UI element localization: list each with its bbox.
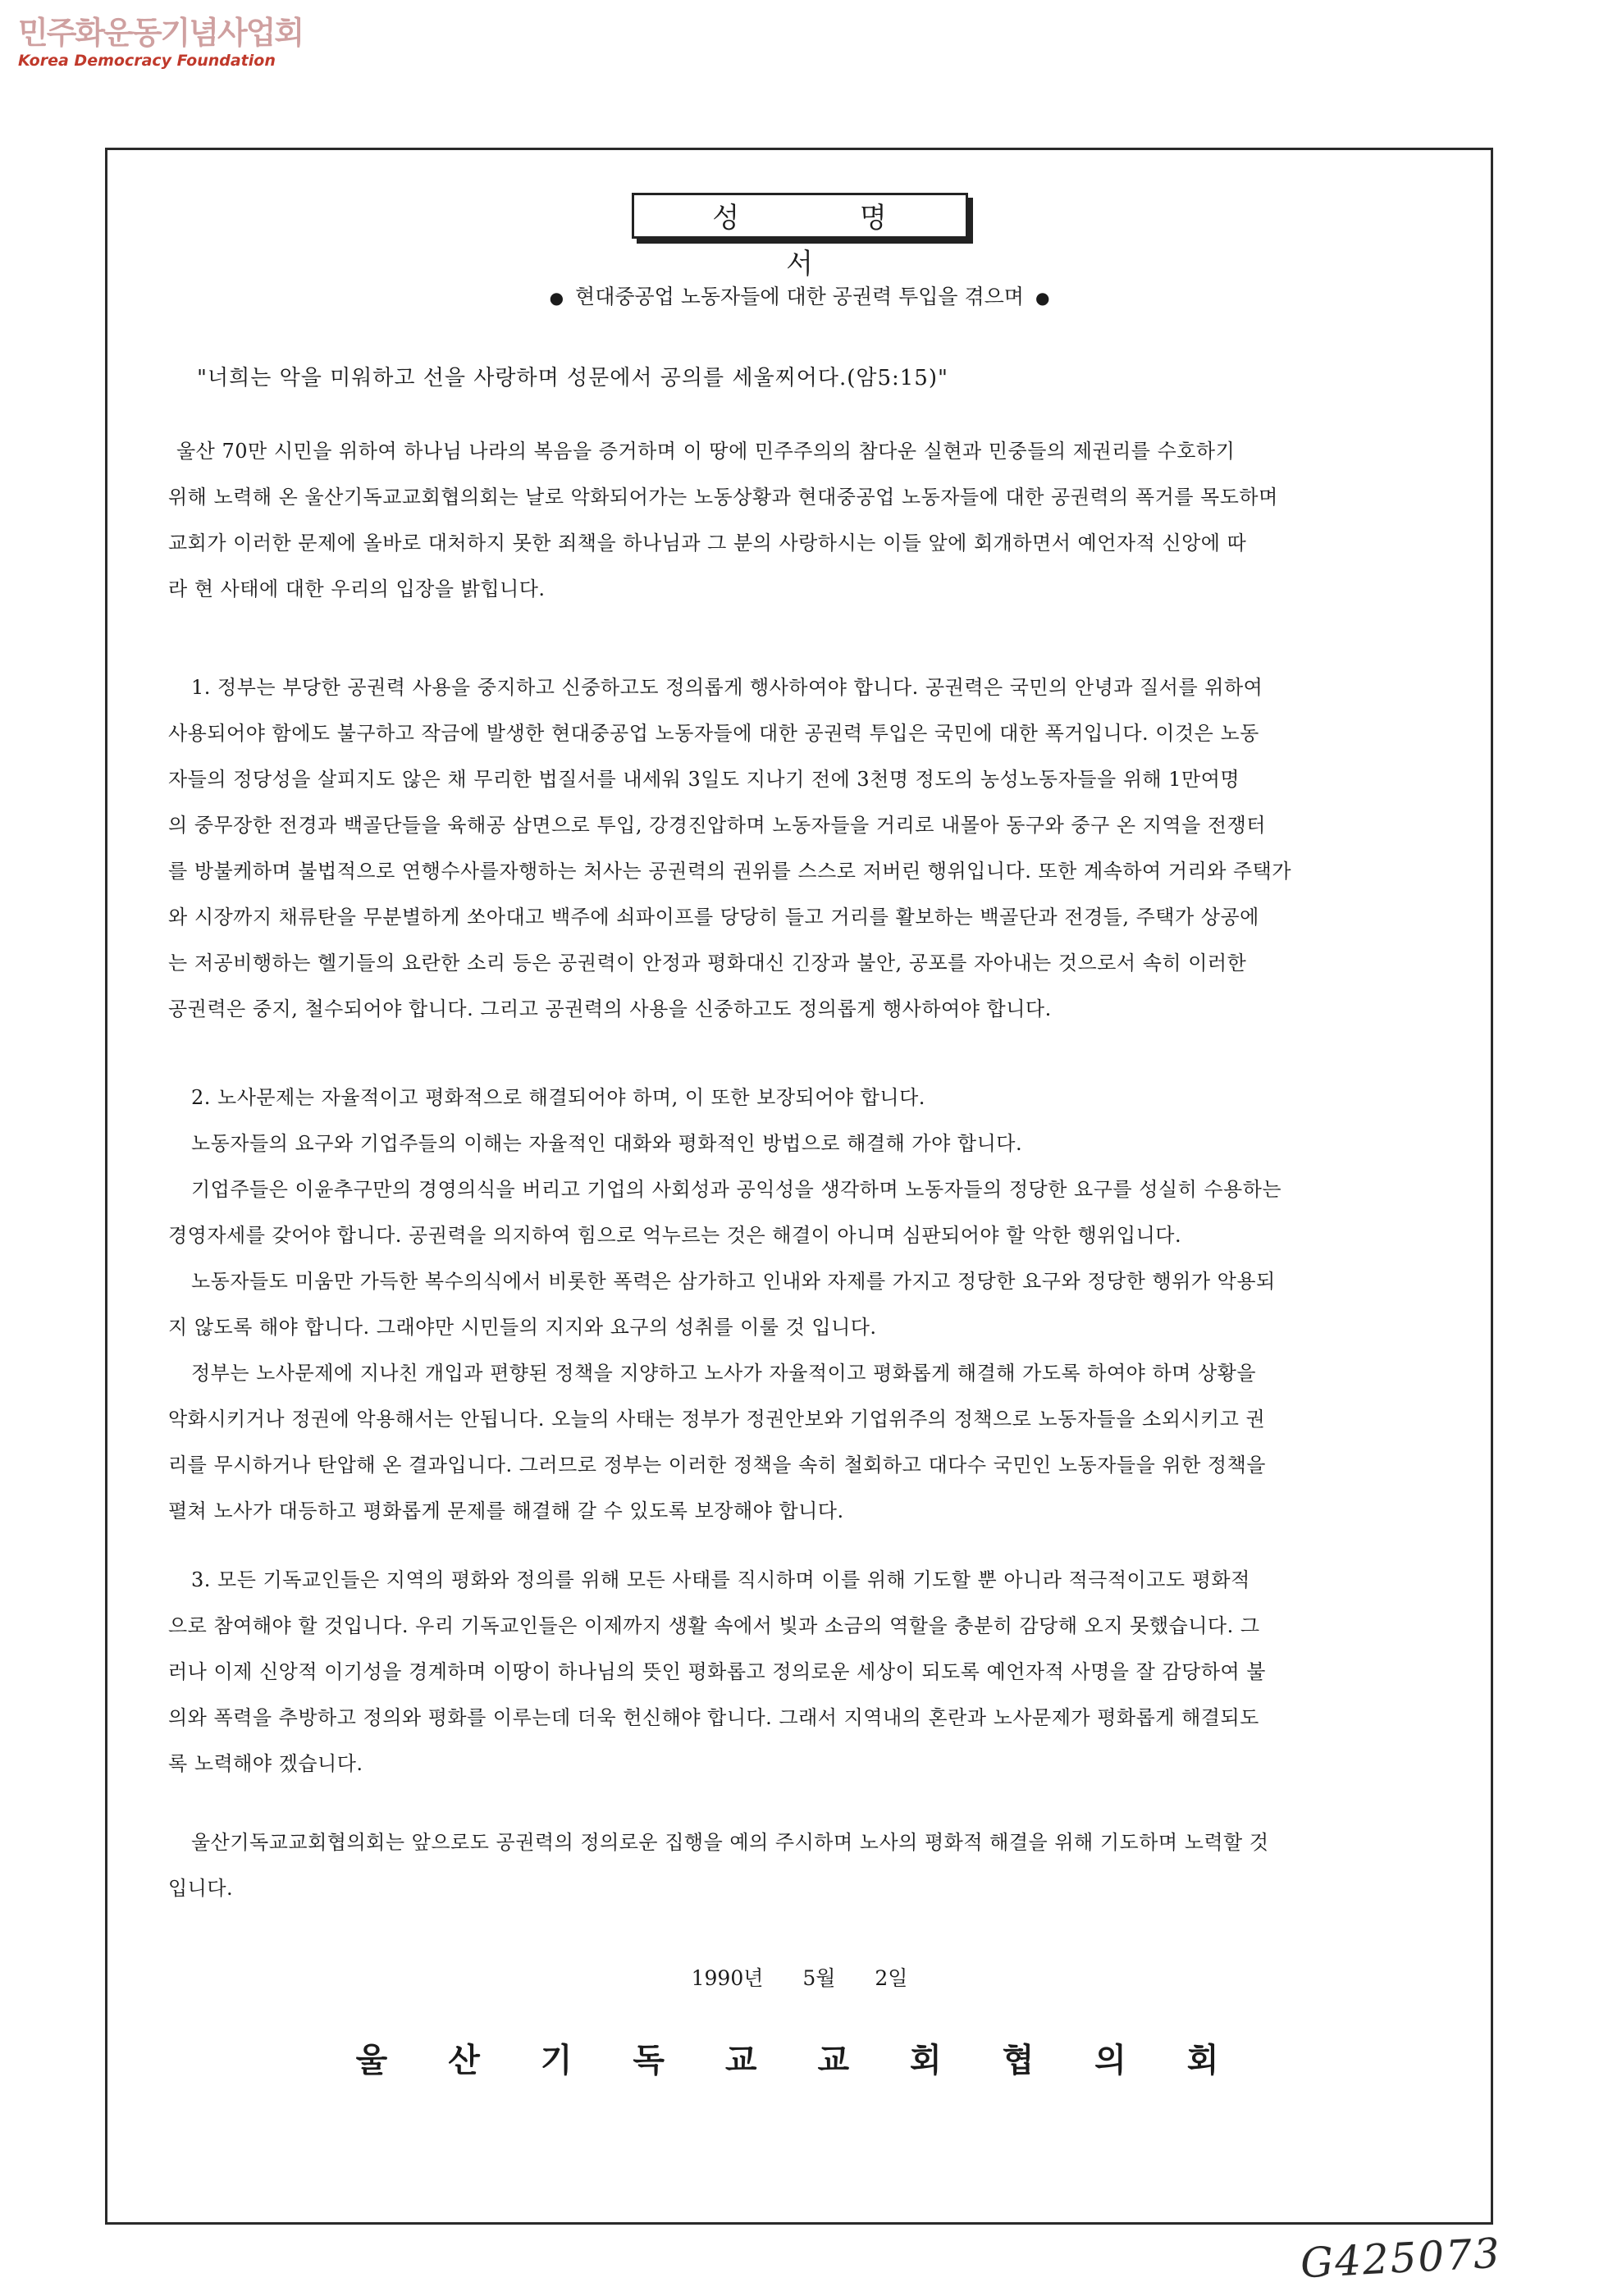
point-3-paragraph <box>168 1557 1423 1787</box>
document-title: 성 명 서 <box>632 193 968 239</box>
paragraph-line: 1. 정부는 부당한 공권력 사용을 중지하고 신중하고도 정의롭게 행사하여야 합니다. 공권력은 국민의 안녕과 질서를 위하여 <box>191 676 1263 699</box>
handwritten-archive-code: G425073 <box>1299 2229 1503 2288</box>
paragraph-line: 악화시키거나 정권에 악용해서는 안됩니다. 오늘의 사태는 정부가 정권안보와 기업위주의 정책으로 노동자들을 소외시키고 권 <box>168 1408 1266 1431</box>
watermark-korean: 민주화운동기념사업회 <box>18 15 304 51</box>
paragraph-line: 는 저공비행하는 헬기들의 요란한 소리 등은 공권력이 안정과 평화대신 긴장과 불안, 공포를 자아내는 것으로서 속히 이러한 <box>168 952 1247 975</box>
paragraph-line: 위해 노력해 온 울산기독교교회협의회는 날로 악화되어가는 노동상황과 현대중공업 노동자들에 대한 공권력의 폭거를 목도하며 <box>168 486 1278 509</box>
paragraph-line: 러나 이제 신앙적 이기성을 경계하며 이땅이 하나님의 뜻인 평화롭고 정의로운 세상이 되도록 예언자적 사명을 잘 감당하여 불 <box>168 1660 1266 1683</box>
paragraph-line: 자들의 정당성을 살피지도 않은 채 무리한 법질서를 내세워 3일도 지나기 전에 3천명 정도의 농성노동자들을 위해 1만여명 <box>168 768 1240 791</box>
paragraph-line: 3. 모든 기독교인들은 지역의 평화와 정의를 위해 모든 사태를 직시하며 이를 위해 기도할 뿐 아니라 적극적이고도 평화적 <box>191 1568 1250 1591</box>
intro-paragraph <box>168 428 1423 612</box>
point-2-paragraph <box>168 1075 1423 1534</box>
paragraph-line: 의 중무장한 전경과 백골단들을 육해공 삼면으로 투입, 강경진압하며 노동자들을 거리로 내몰아 동구와 중구 온 지역을 전쟁터 <box>168 814 1266 837</box>
point-1-paragraph <box>168 664 1423 1032</box>
organization-name: 울 산 기 독 교 교 회 협 의 회 <box>355 2042 1244 2079</box>
bullet-icon: ● <box>1035 288 1050 308</box>
paragraph-line: 교회가 이러한 문제에 올바로 대처하지 못한 죄책을 하나님과 그 분의 사랑하시는 이들 앞에 회개하면서 예언자적 신앙에 따 <box>168 532 1247 555</box>
paragraph-line: 를 방불케하며 불법적으로 연행수사를자행하는 처사는 공권력의 권위를 스스로 저버린 행위입니다. 또한 계속하여 거리와 주택가 <box>168 860 1292 883</box>
paragraph-line: 공권력은 중지, 철수되어야 합니다. 그리고 공권력의 사용을 신중하고도 정의롭게 행사하여야 합니다. <box>168 997 1052 1020</box>
paragraph-line: 울산 70만 시민을 위하여 하나님 나라의 복음을 증거하며 이 땅에 민주주의의 참다운 실현과 민중들의 제권리를 수호하기 <box>176 440 1236 463</box>
paragraph-line: 지 않도록 해야 합니다. 그래야만 시민들의 지지와 요구의 성취를 이룰 것 입니다. <box>168 1316 877 1339</box>
paragraph-line: 펼쳐 노사가 대등하고 평화롭게 문제를 해결해 갈 수 있도록 보장해야 합니다. <box>168 1499 844 1522</box>
paragraph-line: 정부는 노사문제에 지나친 개입과 편향된 정책을 지양하고 노사가 자율적이고 평화롭게 해결해 가도록 하여야 하며 상황을 <box>191 1362 1257 1385</box>
foundation-watermark <box>18 15 303 71</box>
subtitle-text: 현대중공업 노동자들에 대한 공권력 투입을 겪으며 <box>575 285 1024 308</box>
closing-paragraph <box>168 1819 1423 1911</box>
paragraph-line: 2. 노사문제는 자율적이고 평화적으로 해결되어야 하며, 이 또한 보장되어야 합니다. <box>191 1086 925 1109</box>
paragraph-line: 기업주들은 이윤추구만의 경영의식을 버리고 기업의 사회성과 공익성을 생각하며 노동자들의 정당한 요구를 성실히 수용하는 <box>191 1178 1282 1201</box>
paragraph-line: 와 시장까지 채류탄을 무분별하게 쏘아대고 백주에 쇠파이프를 당당히 들고 거리를 활보하는 백골단과 전경들, 주택가 상공에 <box>168 906 1259 929</box>
paragraph-line: 리를 무시하거나 탄압해 온 결과입니다. 그러므로 정부는 이러한 정책을 속히 철회하고 대다수 국민인 노동자들을 위한 정책을 <box>168 1454 1266 1477</box>
title-area <box>0 193 1599 281</box>
paragraph-line: 록 노력해야 겠습니다. <box>168 1752 363 1775</box>
paragraph-line: 사용되어야 함에도 불구하고 작금에 발생한 현대중공업 노동자들에 대한 공권력 투입은 국민에 대한 폭거입니다. 이것은 노동 <box>168 722 1259 745</box>
document-subtitle <box>0 281 1599 310</box>
paragraph-line: 으로 참여해야 할 것입니다. 우리 기독교인들은 이제까지 생활 속에서 빛과 소금의 역할을 충분히 감당해 오지 못했습니다. 그 <box>168 1614 1260 1637</box>
paragraph-line: 울산기독교교회협의회는 앞으로도 공권력의 정의로운 집행을 예의 주시하며 노사의 평화적 해결을 위해 기도하며 노력할 것 <box>191 1831 1269 1854</box>
paragraph-line: 경영자세를 갖어야 합니다. 공권력을 의지하여 힘으로 억누르는 것은 해결이 아니며 심판되어야 할 악한 행위입니다. <box>168 1224 1182 1247</box>
scripture-quote: "너희는 악을 미워하고 선을 사랑하며 성문에서 공의를 세울찌어다.(암5:15)" <box>197 366 948 390</box>
watermark-english: Korea Democracy Foundation <box>18 52 276 70</box>
paragraph-line: 라 현 사태에 대한 우리의 입장을 밝힙니다. <box>168 577 546 600</box>
document-date: 1990년 5월 2일 <box>691 1966 908 1990</box>
bullet-icon: ● <box>549 288 564 308</box>
paragraph-line: 노동자들도 미움만 가득한 복수의식에서 비롯한 폭력은 삼가하고 인내와 자제를 가지고 정당한 요구와 정당한 행위가 악용되 <box>191 1270 1276 1293</box>
paragraph-line: 노동자들의 요구와 기업주들의 이해는 자율적인 대화와 평화적인 방법으로 해결해 가야 합니다. <box>191 1132 1023 1155</box>
paragraph-line: 의와 폭력을 추방하고 정의와 평화를 이루는데 더욱 헌신해야 합니다. 그래서 지역내의 혼란과 노사문제가 평화롭게 해결되도 <box>168 1706 1259 1729</box>
paragraph-line: 입니다. <box>168 1877 234 1900</box>
